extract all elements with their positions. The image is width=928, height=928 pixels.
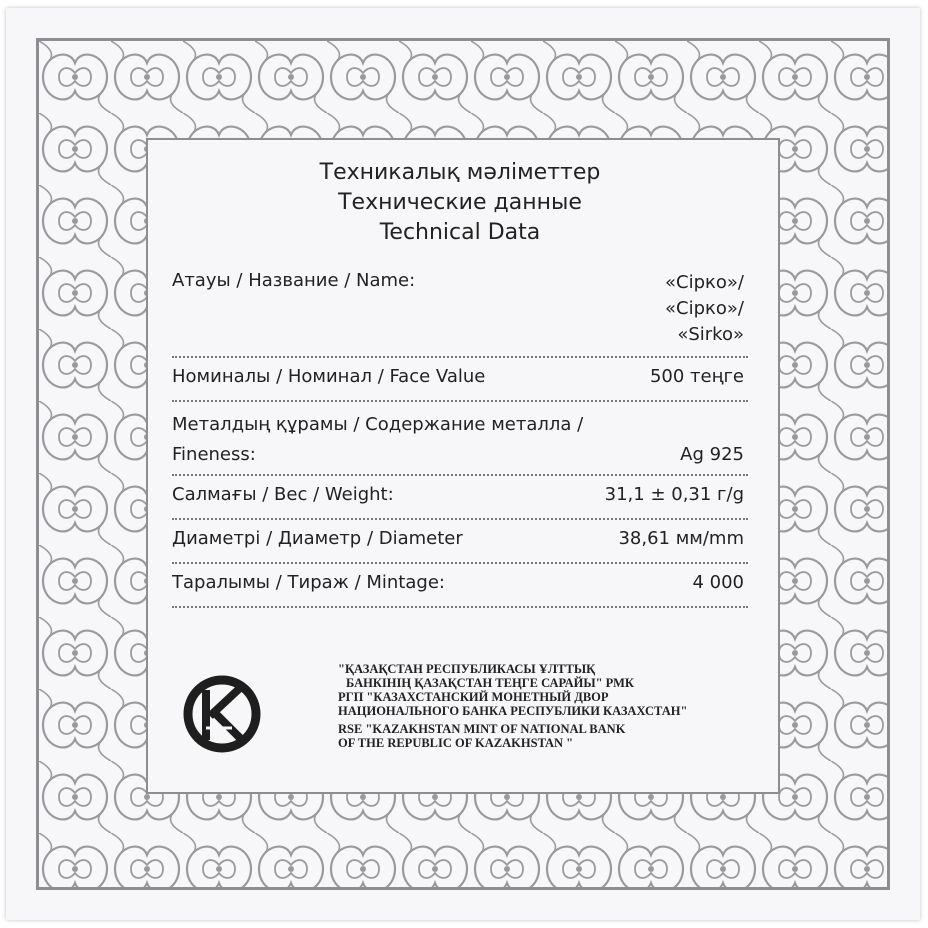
name-row	[172, 270, 748, 350]
name-values	[665, 270, 744, 348]
mint-text	[338, 662, 687, 750]
fineness-label: Металдың құрамы / Содержание металла /	[172, 414, 584, 435]
title-english: Technical Data	[379, 220, 541, 245]
divider	[172, 400, 748, 402]
divider	[172, 562, 748, 564]
kazakhstan-mint-logo-icon	[176, 668, 268, 760]
name-value-kazakh: «Сірко»/	[665, 272, 744, 293]
divider	[172, 606, 748, 608]
divider	[172, 356, 748, 358]
title-kazakh: Техникалық мәліметтер	[319, 160, 601, 185]
weight-label: Салмағы / Вес / Weight:	[172, 484, 394, 505]
mint-line-5: RSE "KAZAKHSTAN MINT OF NATIONAL BANK	[338, 722, 626, 736]
mintage-value: 4 000	[692, 572, 744, 593]
diameter-value: 38,61 мм/mm	[618, 528, 744, 549]
mint-block	[176, 662, 756, 782]
diameter-row	[172, 528, 748, 556]
name-value-russian: «Сірко»/	[665, 298, 744, 319]
face-value-label: Номиналы / Номинал / Face Value	[172, 366, 486, 387]
name-value-english: «Sirko»	[677, 324, 744, 345]
fineness-value: Ag 925	[680, 444, 744, 465]
mint-line-6: OF THE REPUBLIC OF KAZAKHSTAN "	[338, 736, 574, 750]
mintage-row	[172, 572, 748, 600]
fineness-label-english: Fineness:	[172, 444, 256, 465]
mint-line-4: НАЦИОНАЛЬНОГО БАНКА РЕСПУБЛИКИ КАЗАХСТАН"	[338, 704, 688, 718]
diameter-label: Диаметрі / Диаметр / Diameter	[172, 528, 463, 549]
mint-line-3: РГП "КАЗАХСТАНСКИЙ МОНЕТНЫЙ ДВОР	[338, 690, 609, 704]
fineness-row	[172, 410, 748, 468]
weight-row	[172, 484, 748, 512]
face-value-row	[172, 366, 748, 394]
divider	[172, 518, 748, 520]
mintage-label: Таралымы / Тираж / Mintage:	[172, 572, 445, 593]
divider	[172, 474, 748, 476]
technical-data-panel	[172, 158, 748, 616]
mint-line-1: "ҚАЗАҚСТАН РЕСПУБЛИКАСЫ ҰЛТТЫҚ	[338, 662, 596, 676]
mint-line-2: БАНКІНІҢ ҚАЗАҚСТАН ТЕҢГЕ САРАЙЫ" РМК	[346, 676, 634, 690]
face-value-value: 500 теңге	[649, 366, 744, 387]
title-russian: Технические данные	[338, 190, 582, 215]
name-label: Атауы / Название / Name:	[172, 270, 416, 291]
weight-value: 31,1 ± 0,31 г/g	[604, 484, 744, 505]
